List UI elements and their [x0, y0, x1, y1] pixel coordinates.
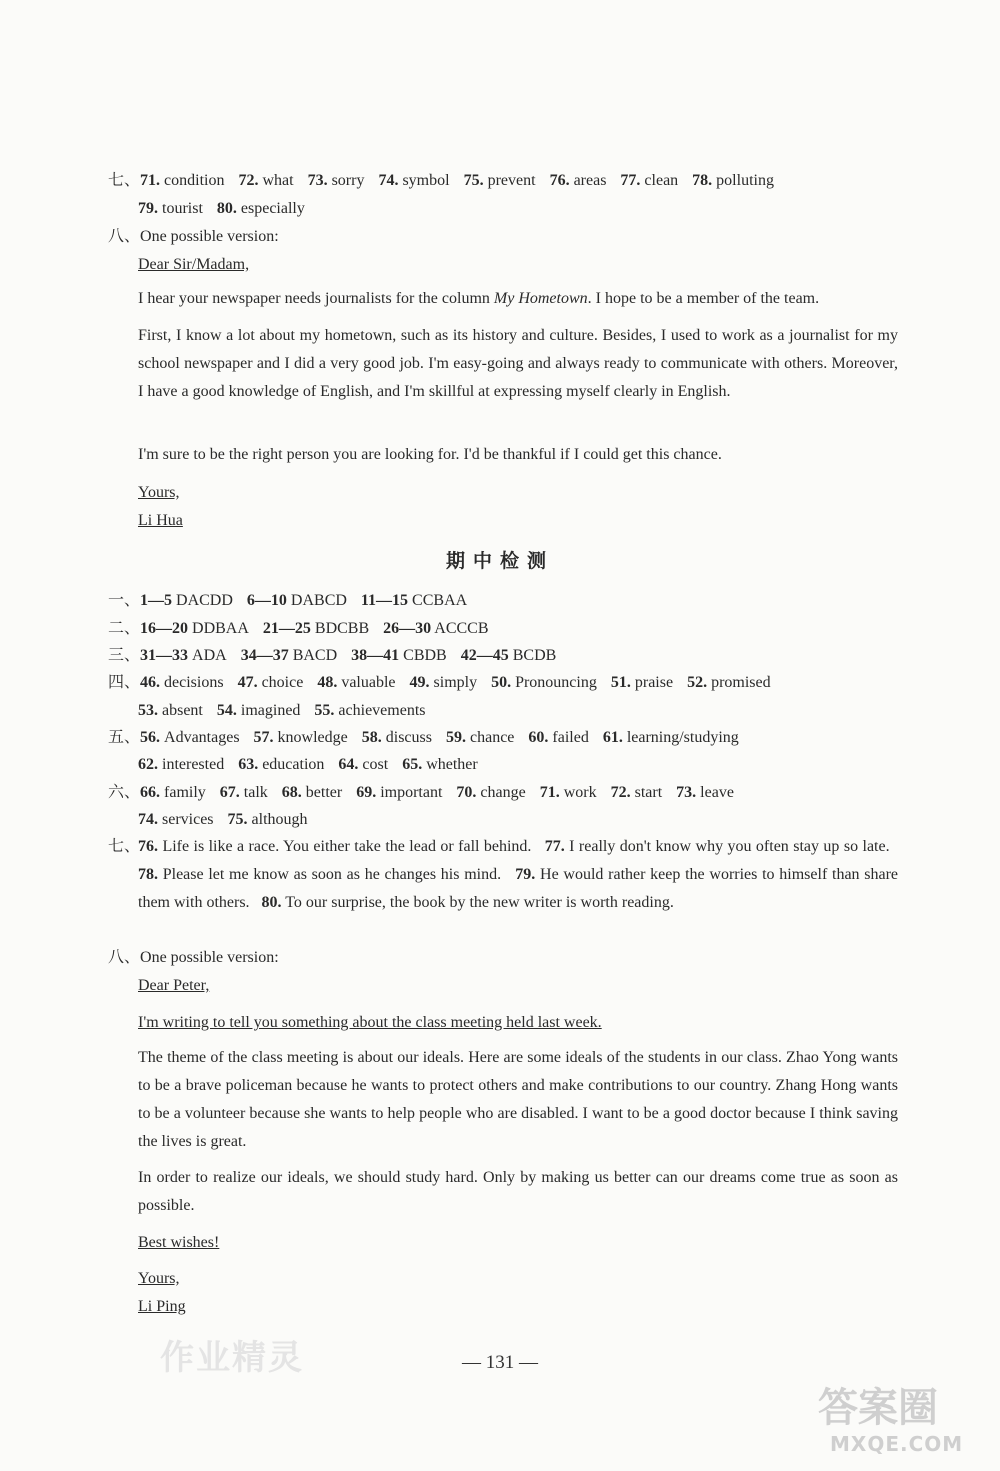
- letter-greeting: [138, 972, 900, 1000]
- answer-item: [138, 702, 203, 719]
- item-number: 21—25: [262, 620, 311, 637]
- item-answer: CCBAA: [408, 592, 468, 609]
- answer-item: [611, 674, 673, 691]
- letter-signature: [138, 1293, 900, 1321]
- item-answer: important: [376, 784, 443, 801]
- section-8-intro: [108, 223, 900, 251]
- answer-item: [241, 647, 337, 664]
- item-answer: decisions: [160, 674, 224, 691]
- item-text: He would rather keep the worries to himself than share them with others.: [138, 866, 899, 911]
- answer-item: [220, 784, 268, 801]
- answer-item: [282, 784, 342, 801]
- section-marker: 六、: [108, 784, 141, 801]
- item-number: 48.: [317, 674, 338, 691]
- section-5-line-1: [108, 724, 900, 752]
- item-number: 54.: [216, 702, 237, 719]
- item-number: 59.: [445, 729, 466, 746]
- item-answer: especially: [236, 200, 305, 217]
- section-6-line-1: [108, 779, 900, 807]
- item-answer: although: [247, 811, 308, 828]
- item-answer: polluting: [712, 172, 774, 189]
- item-number: 79.: [515, 866, 536, 883]
- answer-item: [402, 756, 478, 773]
- item-answer: start: [630, 784, 663, 801]
- answer-item: [491, 674, 597, 691]
- item-number: 75.: [463, 172, 484, 189]
- item-answer: achievements: [334, 702, 426, 719]
- item-number: 47.: [237, 674, 258, 691]
- letter-paragraph-2: In order to realize our ideals, we should study hard. Only by making us better can our dreams come true as soon as possible.: [138, 1169, 898, 1214]
- item-answer: interested: [158, 756, 225, 773]
- answer-item: [620, 172, 678, 189]
- item-number: 78.: [138, 866, 158, 883]
- answer-item: [464, 172, 536, 189]
- item-number: 79.: [138, 200, 158, 217]
- section-marker: 八、: [108, 228, 141, 245]
- item-text: I really don't know why you often stay up so late.: [569, 838, 890, 855]
- letter-paragraph-1: The theme of the class meeting is about our ideals. Here are some ideals of the students in our class. Zhao Yong wants to be a brave policeman because he wants to protect others and make contributions to our country. Zhang Hong wants to be a volunteer because she wants to help people who are disabled. I want to be a good doctor because I think saving the lives is great.: [138, 1049, 898, 1150]
- answer-item: [140, 172, 224, 189]
- answer-item: [140, 592, 233, 609]
- item-number: 46.: [140, 674, 161, 691]
- item-answer: whether: [422, 756, 478, 773]
- letter-opening: [138, 1009, 900, 1037]
- section-5-line-2: [138, 751, 900, 779]
- item-number: 57.: [253, 729, 274, 746]
- letter-paragraph-2: First, I know a lot about my hometown, such as its history and culture. Besides, I used to work as a journalist for my school newspaper and I did a very good job. I'm easy-going and always ready to communicate with others. Moreover, I have a good knowledge of English, and I'm skillful at expressing myself clearly in English.: [138, 327, 898, 400]
- item-number: 63.: [238, 756, 259, 773]
- greeting-text: Dear Peter,: [138, 977, 210, 994]
- answer-item: [138, 756, 224, 773]
- item-answer: clean: [640, 172, 679, 189]
- item-text: To our surprise, the book by the new writer is worth reading.: [285, 894, 674, 911]
- item-number: 78.: [692, 172, 713, 189]
- item-number: 73.: [676, 784, 697, 801]
- answer-item: [317, 674, 395, 691]
- section-marker: 七、: [108, 172, 141, 189]
- item-answer: education: [258, 756, 325, 773]
- wishes-text: Best wishes!: [138, 1234, 220, 1251]
- item-answer: symbol: [398, 172, 450, 189]
- section-marker: 二、: [108, 620, 141, 637]
- intro-text: One possible version:: [140, 228, 279, 245]
- answer-item: [676, 784, 734, 801]
- section-marker: 四、: [108, 674, 141, 691]
- item-text: Life is like a race. You either take the lead or fall behind.: [162, 838, 532, 855]
- answer-item: [362, 729, 432, 746]
- section-6-line-2: [138, 806, 900, 834]
- section-1-line: [108, 587, 900, 615]
- item-answer: services: [158, 811, 214, 828]
- answer-item: [238, 674, 304, 691]
- answer-item: [140, 620, 249, 637]
- item-answer: valuable: [337, 674, 396, 691]
- item-number: 34—37: [240, 647, 289, 664]
- section-marker: 八、: [108, 949, 141, 966]
- item-answer: BACD: [288, 647, 338, 664]
- answer-item: [603, 729, 739, 746]
- item-answer: sorry: [327, 172, 365, 189]
- section-4-line-1: [108, 669, 900, 697]
- item-number: 65.: [402, 756, 423, 773]
- item-number: 55.: [314, 702, 335, 719]
- intro-text: One possible version:: [140, 949, 279, 966]
- item-answer: absent: [158, 702, 203, 719]
- item-answer: choice: [257, 674, 304, 691]
- item-answer: ADA: [188, 647, 227, 664]
- item-number: 76.: [138, 838, 158, 855]
- answer-item: [338, 756, 388, 773]
- item-number: 1—5: [140, 592, 173, 609]
- answer-item: [238, 172, 293, 189]
- answer-item: [138, 200, 203, 217]
- item-number: 77.: [620, 172, 641, 189]
- item-answer: BCDB: [508, 647, 557, 664]
- item-number: 66.: [140, 784, 161, 801]
- item-answer: promised: [707, 674, 771, 691]
- answer-item: [550, 172, 607, 189]
- item-answer: better: [301, 784, 343, 801]
- item-answer: praise: [630, 674, 674, 691]
- item-number: 61.: [602, 729, 623, 746]
- item-answer: condition: [160, 172, 225, 189]
- section-marker: 七、: [108, 838, 141, 855]
- section-marker: 三、: [108, 647, 141, 664]
- section-7-translations: [138, 833, 898, 917]
- answer-item: [254, 729, 348, 746]
- item-answer: simply: [429, 674, 478, 691]
- item-number: 72.: [238, 172, 259, 189]
- item-answer: failed: [548, 729, 589, 746]
- item-answer: tourist: [158, 200, 203, 217]
- item-answer: imagined: [236, 702, 301, 719]
- letter-signature: [138, 507, 900, 535]
- answer-item: [217, 702, 301, 719]
- answer-item: [314, 702, 425, 719]
- answer-item: [138, 811, 214, 828]
- item-answer: chance: [465, 729, 515, 746]
- item-answer: DACDD: [172, 592, 233, 609]
- item-number: 26—30: [383, 620, 432, 637]
- item-number: 64.: [338, 756, 359, 773]
- answer-item: [456, 784, 525, 801]
- letter-paragraph-1: [138, 285, 898, 313]
- item-number: 71.: [539, 784, 560, 801]
- greeting-text: Dear Sir/Madam,: [138, 256, 250, 273]
- item-number: 76.: [549, 172, 570, 189]
- item-number: 42—45: [460, 647, 509, 664]
- section-4-line-2: [138, 697, 900, 725]
- item-answer: Advantages: [160, 729, 240, 746]
- answer-item: [383, 620, 488, 637]
- answer-item: [378, 172, 449, 189]
- closing-text: Yours,: [138, 484, 180, 501]
- answer-item: [140, 674, 224, 691]
- item-number: 74.: [378, 172, 399, 189]
- letter-closing: [138, 479, 900, 507]
- item-number: 56.: [140, 729, 161, 746]
- answer-item: [611, 784, 663, 801]
- answer-item: [410, 674, 478, 691]
- letter-paragraph-3: I'm sure to be the right person you are looking for. I'd be thankful if I could get this chance.: [138, 446, 722, 463]
- answer-item: [308, 172, 365, 189]
- answer-item: [351, 647, 447, 664]
- answer-item: [356, 784, 442, 801]
- answer-item: [528, 729, 588, 746]
- item-answer: prevent: [483, 172, 536, 189]
- item-number: 62.: [138, 756, 158, 773]
- answer-item: [540, 784, 597, 801]
- closing-text: Yours,: [138, 1270, 180, 1287]
- signature-text: Li Ping: [138, 1298, 186, 1315]
- answer-item: [228, 811, 308, 828]
- answer-item: [692, 172, 774, 189]
- section-8-intro: [108, 944, 900, 972]
- item-answer: areas: [569, 172, 607, 189]
- opening-text: I'm writing to tell you something about the class meeting held last week.: [138, 1014, 602, 1031]
- item-answer: what: [258, 172, 294, 189]
- item-answer: knowledge: [273, 729, 348, 746]
- item-number: 72.: [610, 784, 631, 801]
- site-logo: 答案圈: [818, 1385, 938, 1431]
- item-answer: family: [160, 784, 206, 801]
- item-answer: DDBAA: [188, 620, 249, 637]
- letter-wishes: [138, 1229, 900, 1257]
- item-number: 11—15: [360, 592, 409, 609]
- answer-item: [446, 729, 514, 746]
- item-answer: discuss: [381, 729, 432, 746]
- item-answer: change: [476, 784, 526, 801]
- section-7-line-1: [108, 167, 900, 195]
- answer-item: [687, 674, 771, 691]
- item-number: 60.: [528, 729, 549, 746]
- item-number: 70.: [456, 784, 477, 801]
- item-number: 80.: [216, 200, 237, 217]
- item-number: 38—41: [351, 647, 400, 664]
- item-number: 69.: [356, 784, 377, 801]
- section-marker: 一、: [108, 592, 141, 609]
- item-number: 71.: [140, 172, 161, 189]
- item-number: 58.: [361, 729, 382, 746]
- answer-item: [217, 200, 305, 217]
- item-number: 73.: [307, 172, 328, 189]
- section-2-line: [108, 615, 900, 643]
- item-answer: CBDB: [399, 647, 447, 664]
- signature-text: Li Hua: [138, 512, 183, 529]
- item-answer: BDCBB: [310, 620, 370, 637]
- section-7-line-2: [138, 195, 900, 223]
- stamp-watermark: 作业精灵: [160, 1338, 304, 1378]
- item-number: 80.: [261, 894, 282, 911]
- section-3-line: [108, 642, 900, 670]
- item-answer: talk: [239, 784, 268, 801]
- item-number: 49.: [409, 674, 430, 691]
- item-text: Please let me know as soon as he changes his mind.: [162, 866, 502, 883]
- page-number: — 131 —: [462, 1352, 538, 1373]
- item-number: 6—10: [246, 592, 287, 609]
- item-number: 52.: [687, 674, 708, 691]
- item-answer: leave: [696, 784, 734, 801]
- item-number: 53.: [138, 702, 158, 719]
- item-answer: cost: [358, 756, 389, 773]
- item-number: 67.: [219, 784, 240, 801]
- item-answer: ACCCB: [431, 620, 489, 637]
- answer-item: [140, 647, 227, 664]
- column-title: My Hometown: [493, 290, 588, 307]
- item-number: 77.: [544, 838, 565, 855]
- item-answer: learning/studying: [622, 729, 739, 746]
- item-answer: Pronouncing: [511, 674, 597, 691]
- answer-item: [238, 756, 324, 773]
- item-number: 31—33: [140, 647, 189, 664]
- item-number: 75.: [227, 811, 248, 828]
- answer-item: [461, 647, 557, 664]
- answer-item: [140, 729, 240, 746]
- paragraph-text: I hear your newspaper needs journalists for the column: [138, 290, 494, 307]
- section-title: 期中检测: [445, 550, 554, 572]
- item-answer: work: [559, 784, 597, 801]
- item-number: 16—20: [140, 620, 189, 637]
- answer-item: [263, 620, 369, 637]
- item-answer: DABCD: [286, 592, 347, 609]
- letter-closing: [138, 1265, 900, 1293]
- site-logo-url: MXQE.COM: [830, 1432, 964, 1456]
- paragraph-text: . I hope to be a member of the team.: [587, 290, 820, 307]
- answer-item: [247, 592, 347, 609]
- item-number: 51.: [610, 674, 631, 691]
- item-number: 68.: [281, 784, 302, 801]
- answer-item: [140, 784, 206, 801]
- item-number: 74.: [138, 811, 158, 828]
- letter-greeting: [138, 251, 900, 279]
- answer-item: [361, 592, 467, 609]
- item-number: 50.: [491, 674, 512, 691]
- section-marker: 五、: [108, 729, 141, 746]
